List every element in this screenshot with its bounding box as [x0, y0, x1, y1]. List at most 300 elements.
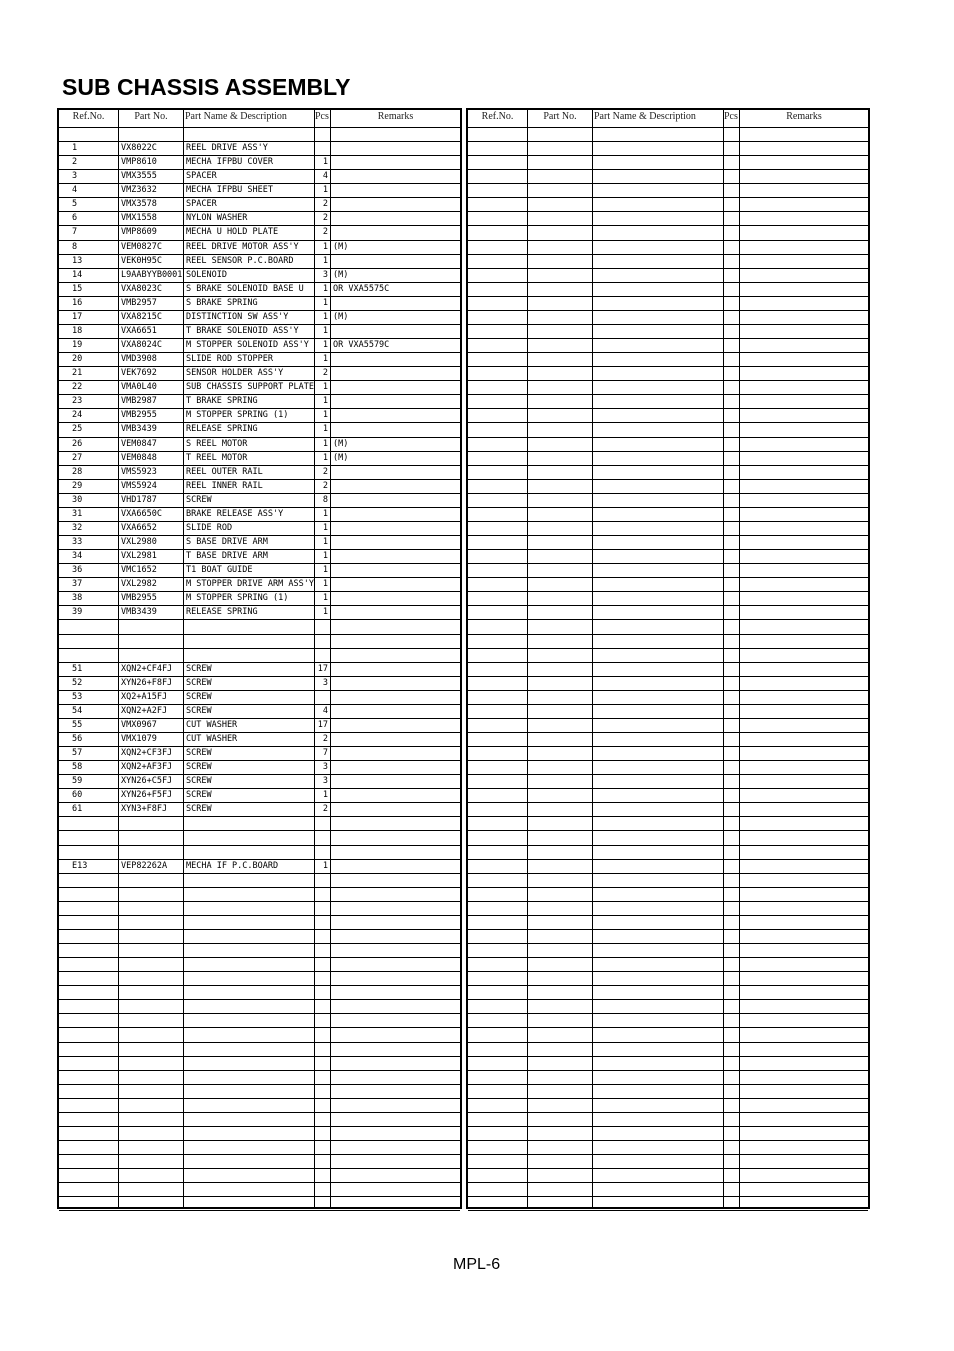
cell-ref — [59, 1099, 118, 1112]
cell-name — [593, 620, 723, 633]
table-row — [468, 269, 868, 283]
cell-rem — [740, 536, 868, 549]
cell-part — [528, 311, 592, 324]
cell-rem — [331, 874, 460, 887]
cell-name: DISTINCTION SW ASS'Y — [186, 311, 289, 322]
table-row — [59, 170, 460, 184]
cell-pcs: 1 — [322, 354, 328, 365]
cell-pcs — [724, 832, 739, 845]
cell-ref: 13 — [72, 255, 83, 266]
cell-name — [593, 832, 723, 845]
cell-rem — [740, 466, 868, 479]
table-row — [59, 198, 460, 212]
header-part: Part No. — [543, 111, 577, 122]
header-pcs: Pcs — [315, 111, 329, 122]
cell-rem — [331, 986, 460, 999]
cell-ref — [59, 1155, 118, 1168]
cell-name — [593, 128, 723, 141]
table-row — [468, 1127, 868, 1141]
table-row — [468, 775, 868, 789]
cell-rem: (M) — [333, 269, 349, 280]
cell-pcs — [724, 649, 739, 662]
table-row — [468, 226, 868, 240]
cell-rem — [740, 986, 868, 999]
cell-part — [528, 832, 592, 845]
cell-part: VEM0847 — [121, 438, 157, 449]
cell-part: XQN2+CF3FJ — [121, 748, 173, 759]
cell-part — [528, 789, 592, 802]
cell-part — [528, 226, 592, 239]
cell-rem — [331, 409, 460, 422]
cell-name — [593, 986, 723, 999]
cell-name — [593, 930, 723, 943]
cell-pcs: 1 — [322, 185, 328, 196]
cell-name — [593, 494, 723, 507]
cell-ref — [59, 1127, 118, 1140]
cell-ref: 36 — [72, 565, 83, 576]
cell-part — [119, 986, 183, 999]
cell-part: VMB2955 — [121, 410, 157, 421]
cell-pcs: 7 — [322, 748, 328, 759]
cell-ref — [468, 874, 527, 887]
table-row — [468, 536, 868, 550]
cell-ref: 38 — [72, 593, 83, 604]
cell-rem — [331, 255, 460, 268]
cell-part: VMX3578 — [121, 199, 157, 210]
cell-name — [184, 986, 314, 999]
cell-ref: 16 — [72, 297, 83, 308]
cell-ref: 23 — [72, 396, 83, 407]
cell-pcs — [724, 1141, 739, 1154]
cell-ref: 39 — [72, 607, 83, 618]
table-row — [59, 1057, 460, 1071]
cell-ref — [468, 423, 527, 436]
cell-name: REEL SENSOR P.C.BOARD — [186, 255, 294, 266]
cell-pcs: 1 — [322, 255, 328, 266]
cell-pcs — [724, 212, 739, 225]
cell-part — [528, 1043, 592, 1056]
cell-rem — [740, 480, 868, 493]
cell-rem — [331, 128, 460, 141]
cell-pcs: 1 — [322, 565, 328, 576]
cell-rem — [740, 438, 868, 451]
cell-ref: 4 — [72, 185, 78, 196]
table-row — [59, 536, 460, 550]
cell-rem — [740, 1197, 868, 1210]
cell-pcs: 1 — [322, 607, 328, 618]
cell-part — [528, 480, 592, 493]
cell-pcs — [724, 128, 739, 141]
cell-ref — [59, 1183, 118, 1196]
cell-ref — [468, 1014, 527, 1027]
table-row — [468, 255, 868, 269]
table-row — [468, 1000, 868, 1014]
cell-part — [528, 817, 592, 830]
table-row — [59, 1141, 460, 1155]
cell-part — [528, 1169, 592, 1182]
cell-pcs — [724, 452, 739, 465]
cell-ref — [468, 817, 527, 830]
cell-rem — [331, 325, 460, 338]
cell-ref — [59, 1028, 118, 1041]
table-row — [59, 367, 460, 381]
cell-rem — [740, 846, 868, 859]
table-row — [468, 1028, 868, 1042]
cell-rem — [331, 1155, 460, 1168]
cell-name: T BRAKE SOLENOID ASS'Y — [186, 325, 299, 336]
header-part: Part No. — [134, 111, 168, 122]
cell-name: RELEASE SPRING — [186, 424, 258, 435]
cell-name: REEL DRIVE MOTOR ASS'Y — [186, 241, 299, 252]
cell-pcs — [315, 1127, 330, 1140]
cell-rem — [331, 1085, 460, 1098]
cell-rem — [740, 1155, 868, 1168]
cell-rem — [740, 212, 868, 225]
cell-ref: 21 — [72, 368, 83, 379]
cell-part: VXA8023C — [121, 283, 162, 294]
table-row — [59, 592, 460, 606]
cell-rem — [331, 297, 460, 310]
cell-pcs — [724, 592, 739, 605]
cell-rem — [740, 592, 868, 605]
cell-ref: 17 — [72, 311, 83, 322]
cell-name: T BRAKE SPRING — [186, 396, 258, 407]
cell-rem — [331, 212, 460, 225]
cell-rem — [740, 283, 868, 296]
cell-ref — [468, 1183, 527, 1196]
cell-name: REEL DRIVE ASS'Y — [186, 143, 268, 154]
cell-name: SCREW — [186, 677, 212, 688]
cell-name — [593, 1099, 723, 1112]
cell-part — [528, 423, 592, 436]
cell-name — [593, 649, 723, 662]
cell-pcs — [724, 1183, 739, 1196]
table-row — [468, 1197, 868, 1211]
cell-ref — [468, 606, 527, 619]
cell-pcs — [315, 972, 330, 985]
cell-ref — [468, 860, 527, 873]
cell-rem — [740, 916, 868, 929]
cell-rem — [331, 944, 460, 957]
cell-name — [593, 1113, 723, 1126]
cell-name: MECHA IFPBU COVER — [186, 157, 273, 168]
cell-rem — [331, 170, 460, 183]
cell-part: VX8022C — [121, 143, 157, 154]
cell-part — [528, 297, 592, 310]
cell-part — [528, 747, 592, 760]
table-row — [59, 283, 460, 297]
cell-pcs — [724, 719, 739, 732]
table-row — [59, 494, 460, 508]
cell-ref: 55 — [72, 719, 83, 730]
cell-pcs — [724, 958, 739, 971]
table-row — [59, 311, 460, 325]
cell-ref — [59, 817, 118, 830]
cell-part — [528, 142, 592, 155]
table-row — [468, 719, 868, 733]
cell-ref: 53 — [72, 691, 83, 702]
cell-name: SLIDE ROD STOPPER — [186, 354, 273, 365]
cell-part — [119, 1183, 183, 1196]
cell-name — [593, 789, 723, 802]
cell-rem — [331, 705, 460, 718]
cell-rem — [331, 1183, 460, 1196]
cell-part — [119, 958, 183, 971]
cell-part — [528, 733, 592, 746]
cell-rem — [740, 649, 868, 662]
cell-ref: 30 — [72, 494, 83, 505]
cell-ref — [59, 888, 118, 901]
cell-name — [593, 212, 723, 225]
cell-rem — [331, 1028, 460, 1041]
cell-pcs — [724, 761, 739, 774]
cell-part: XYN3+F8FJ — [121, 804, 168, 815]
cell-pcs — [724, 677, 739, 690]
cell-pcs: 1 — [322, 579, 328, 590]
cell-name — [593, 1141, 723, 1154]
cell-rem — [331, 832, 460, 845]
table-row — [59, 578, 460, 592]
cell-rem — [331, 972, 460, 985]
cell-pcs — [315, 649, 330, 662]
cell-part — [528, 1197, 592, 1210]
cell-pcs — [724, 156, 739, 169]
cell-part — [528, 958, 592, 971]
cell-rem — [740, 1141, 868, 1154]
cell-rem — [331, 1169, 460, 1182]
table-row — [468, 649, 868, 663]
cell-pcs — [315, 1085, 330, 1098]
cell-rem — [331, 466, 460, 479]
cell-part: VXA6651 — [121, 325, 157, 336]
cell-rem — [331, 789, 460, 802]
cell-pcs — [724, 930, 739, 943]
cell-pcs — [315, 1014, 330, 1027]
cell-name — [593, 663, 723, 676]
cell-part: VMB2955 — [121, 593, 157, 604]
cell-rem — [740, 747, 868, 760]
table-row — [468, 606, 868, 620]
cell-part — [528, 761, 592, 774]
cell-part: VMS5923 — [121, 466, 157, 477]
cell-rem — [331, 1127, 460, 1140]
cell-ref — [59, 1000, 118, 1013]
cell-pcs: 1 — [322, 438, 328, 449]
cell-name — [593, 860, 723, 873]
cell-pcs — [724, 395, 739, 408]
cell-pcs — [724, 170, 739, 183]
cell-ref — [468, 930, 527, 943]
cell-name — [184, 128, 314, 141]
cell-ref — [468, 789, 527, 802]
cell-pcs — [724, 1127, 739, 1140]
cell-part: VMZ3632 — [121, 185, 157, 196]
cell-part: VMB2957 — [121, 297, 157, 308]
cell-ref — [468, 832, 527, 845]
table-row — [59, 747, 460, 761]
cell-rem — [740, 1113, 868, 1126]
cell-name: M STOPPER SPRING (1) — [186, 410, 289, 421]
cell-part: VHD1787 — [121, 494, 157, 505]
cell-pcs — [724, 789, 739, 802]
cell-name: M STOPPER SPRING (1) — [186, 593, 289, 604]
cell-part — [528, 1000, 592, 1013]
cell-name — [593, 226, 723, 239]
cell-name — [593, 606, 723, 619]
cell-name: M STOPPER SOLENOID ASS'Y — [186, 340, 309, 351]
cell-rem — [740, 817, 868, 830]
cell-ref — [468, 775, 527, 788]
cell-part — [528, 846, 592, 859]
cell-pcs — [315, 986, 330, 999]
cell-part: VMB3439 — [121, 424, 157, 435]
cell-rem: (M) — [333, 311, 349, 322]
table-row — [468, 452, 868, 466]
cell-name — [184, 1169, 314, 1182]
cell-part — [528, 592, 592, 605]
cell-ref — [59, 1113, 118, 1126]
cell-ref — [468, 241, 527, 254]
cell-part — [528, 522, 592, 535]
cell-part: VXA6652 — [121, 522, 157, 533]
cell-part — [528, 128, 592, 141]
table-row — [59, 128, 460, 142]
cell-pcs — [724, 775, 739, 788]
cell-name — [593, 269, 723, 282]
cell-ref — [59, 635, 118, 648]
cell-ref: 28 — [72, 466, 83, 477]
cell-name: T BASE DRIVE ARM — [186, 551, 268, 562]
cell-ref — [59, 958, 118, 971]
table-row — [468, 761, 868, 775]
cell-part — [119, 1197, 183, 1210]
cell-ref — [468, 1043, 527, 1056]
page-title: SUB CHASSIS ASSEMBLY — [62, 74, 351, 100]
table-row — [468, 620, 868, 634]
cell-pcs — [315, 817, 330, 830]
cell-rem — [740, 775, 868, 788]
cell-rem — [740, 1127, 868, 1140]
cell-ref — [59, 972, 118, 985]
cell-ref — [59, 832, 118, 845]
cell-rem — [740, 255, 868, 268]
table-row — [468, 733, 868, 747]
cell-name — [593, 1127, 723, 1140]
cell-ref: 3 — [72, 171, 78, 182]
cell-name: SCREW — [186, 705, 212, 716]
cell-pcs — [724, 1028, 739, 1041]
cell-part — [528, 578, 592, 591]
cell-name: REEL OUTER RAIL — [186, 466, 263, 477]
cell-ref — [468, 367, 527, 380]
cell-name — [593, 438, 723, 451]
table-row — [59, 212, 460, 226]
cell-part — [119, 902, 183, 915]
cell-ref — [468, 353, 527, 366]
cell-rem: (M) — [333, 452, 349, 463]
cell-rem — [740, 325, 868, 338]
cell-part: VMP8610 — [121, 157, 157, 168]
cell-name: S BRAKE SPRING — [186, 297, 258, 308]
cell-name: SPACER — [186, 171, 217, 182]
cell-name — [593, 381, 723, 394]
cell-pcs — [315, 832, 330, 845]
table-row — [59, 381, 460, 395]
cell-pcs: 3 — [322, 762, 328, 773]
cell-pcs: 1 — [322, 382, 328, 393]
table-row — [468, 1183, 868, 1197]
table-row — [59, 1043, 460, 1057]
cell-rem: (M) — [333, 438, 349, 449]
cell-ref — [468, 705, 527, 718]
cell-name — [593, 874, 723, 887]
table-header — [59, 110, 460, 128]
cell-ref — [59, 1169, 118, 1182]
cell-part — [528, 1071, 592, 1084]
cell-pcs — [315, 1057, 330, 1070]
cell-rem — [740, 241, 868, 254]
header-rem: Remarks — [786, 111, 822, 122]
cell-name: SOLENOID — [186, 269, 227, 280]
header-ref: Ref.No. — [481, 111, 514, 122]
table-row — [59, 1085, 460, 1099]
cell-rem — [740, 395, 868, 408]
cell-part — [528, 1014, 592, 1027]
table-row — [468, 142, 868, 156]
cell-part — [528, 466, 592, 479]
cell-rem — [331, 677, 460, 690]
cell-name — [593, 395, 723, 408]
cell-rem — [740, 564, 868, 577]
cell-ref — [468, 522, 527, 535]
cell-ref: 22 — [72, 382, 83, 393]
cell-pcs — [724, 846, 739, 859]
cell-name: SCREW — [186, 494, 212, 505]
cell-part — [119, 1141, 183, 1154]
cell-pcs — [724, 1085, 739, 1098]
cell-part: XYN26+F5FJ — [121, 790, 173, 801]
cell-name: S REEL MOTOR — [186, 438, 248, 449]
cell-name — [593, 817, 723, 830]
cell-ref — [468, 691, 527, 704]
cell-name — [593, 846, 723, 859]
table-row — [59, 325, 460, 339]
cell-part — [528, 508, 592, 521]
table-row — [468, 846, 868, 860]
cell-rem — [331, 381, 460, 394]
cell-ref — [468, 986, 527, 999]
cell-part — [528, 1057, 592, 1070]
cell-pcs — [724, 803, 739, 816]
cell-pcs: 4 — [322, 705, 328, 716]
cell-part: VMB2987 — [121, 396, 157, 407]
cell-ref — [468, 170, 527, 183]
cell-part: VEK0H95C — [121, 255, 162, 266]
cell-part — [528, 1028, 592, 1041]
cell-rem — [331, 846, 460, 859]
cell-ref — [468, 663, 527, 676]
cell-name: RELEASE SPRING — [186, 607, 258, 618]
cell-pcs — [724, 972, 739, 985]
cell-name — [184, 930, 314, 943]
cell-rem — [740, 311, 868, 324]
table-row — [59, 691, 460, 705]
cell-part — [528, 803, 592, 816]
cell-part — [528, 874, 592, 887]
table-row — [59, 480, 460, 494]
cell-rem — [331, 564, 460, 577]
cell-name — [593, 719, 723, 732]
